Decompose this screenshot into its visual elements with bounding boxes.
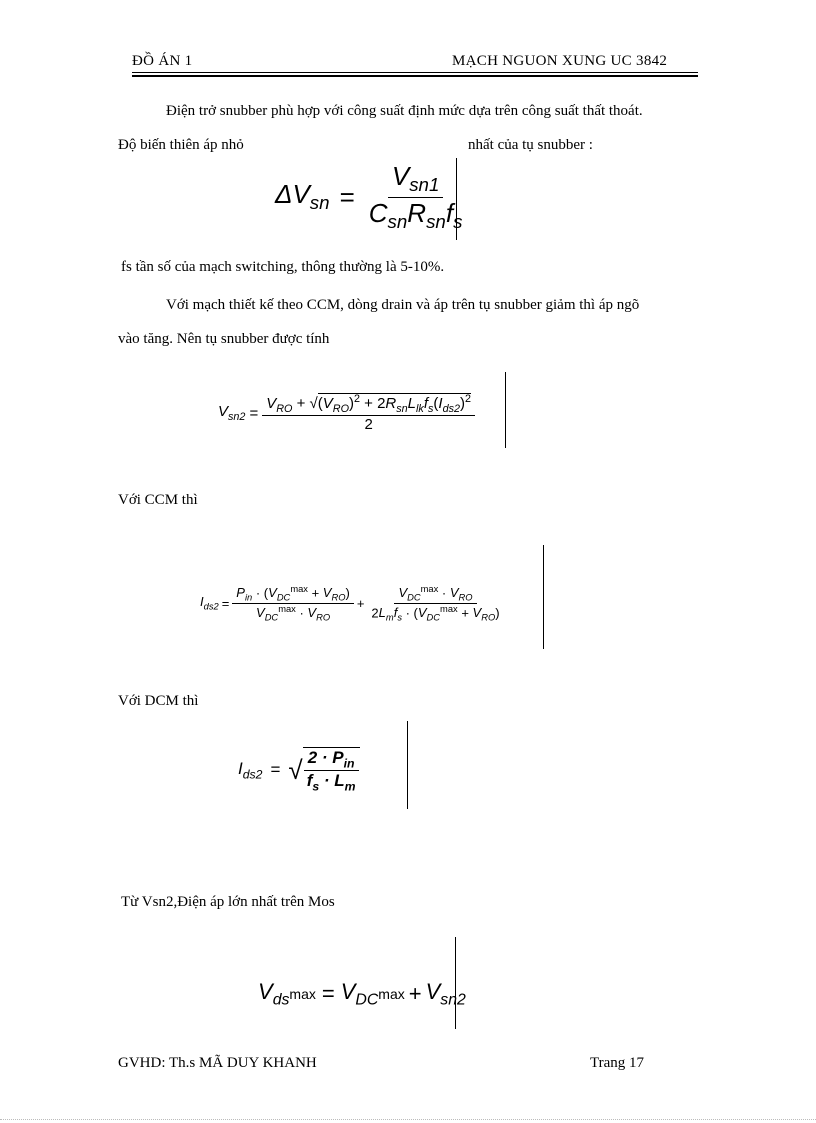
- equation-1-bar: [456, 158, 457, 240]
- equation-5-bar: [455, 937, 456, 1029]
- paragraph-1: Điện trở snubber phù hợp với công suất định mức dựa trên công suất thất thoát.: [166, 103, 643, 119]
- footer-left: GVHD: Th.s MÃ DUY KHANH: [118, 1055, 317, 1071]
- header-rule-thin: [132, 72, 698, 73]
- equation-vsn2: $V_{sn2}$ = $\frac{V_{RO} + √(V_{RO})^2 + 2R_{sn}L_{lk}f_s(I_{ds2})^2}{2}$: [218, 378, 475, 448]
- page-bottom-edge: [0, 1119, 816, 1120]
- paragraph-7: Với DCM thì: [118, 693, 199, 709]
- equation-4-bar: [407, 721, 408, 809]
- equation-ids2-dcm: $I_{ds2}$ = √ $\frac{2 \cdot P_{in}}{f_s \cdot L_m}$: [238, 740, 360, 800]
- header-left: ĐỒ ÁN 1: [132, 53, 193, 69]
- equation-3-bar: [543, 545, 544, 649]
- paragraph-5: vào tăng. Nên tụ snubber được tính: [118, 331, 330, 347]
- paragraph-4: Với mạch thiết kế theo CCM, dòng drain và áp trên tụ snubber giảm thì áp ngõ: [166, 297, 640, 313]
- equation-vds-max: $V_{ds}$ max = $V_{DC}$ max + $V_{sn2}$: [258, 978, 466, 1009]
- header-right: MẠCH NGUON XUNG UC 3842: [452, 53, 668, 69]
- header-rule-thick: [132, 75, 698, 77]
- paragraph-6: Với CCM thì: [118, 492, 198, 508]
- equation-ids2-ccm: $I_{ds2}$ = $\frac{P_{in} \cdot (V_{DC}^{max} + V_{RO})}{V_{DC}^{max} \cdot V_{RO}}$ + $\frac{V_{DC}^{max} \cdot V_{RO}}{2L_mf_s \cdot (V_{DC}^{max} + V_{RO})}$: [200, 583, 500, 623]
- paragraph-2a: Độ biến thiên áp nhỏ: [118, 137, 244, 153]
- paragraph-2b: nhất của tụ snubber :: [468, 137, 593, 153]
- equation-2-bar: [505, 372, 506, 448]
- paragraph-3: fs tần số của mạch switching, thông thường là 5-10%.: [121, 259, 445, 275]
- paragraph-8: Từ Vsn2,Điện áp lớn nhất trên Mos: [121, 894, 335, 910]
- equation-delta-vsn: $\Delta V_{sn}$ = $\frac{V_{sn1}}{C_{sn}R_{sn}f_s}$: [275, 161, 463, 232]
- footer-right: Trang 17: [590, 1055, 645, 1071]
